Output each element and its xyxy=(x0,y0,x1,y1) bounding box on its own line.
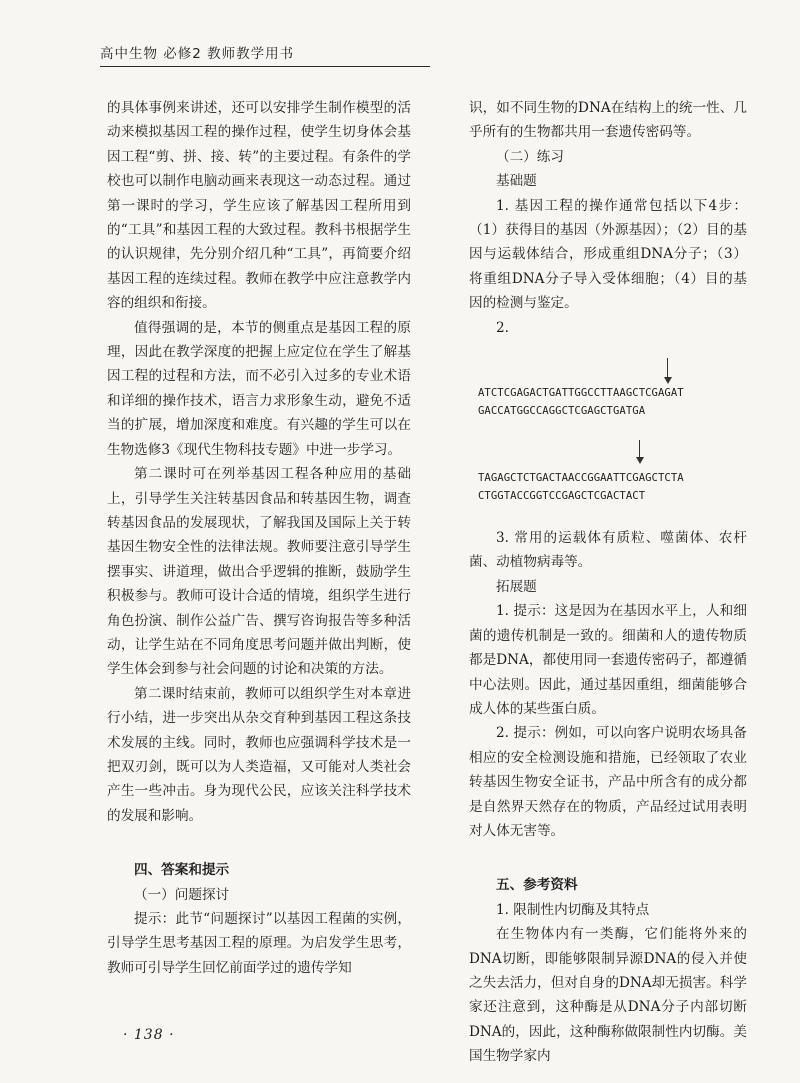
dna-sequence-line: TAGAGCTCTGACTAACCGGAATTCGAGCTCTA xyxy=(478,472,684,485)
dna-sequence-line: ATCTCGAGACTGATTGGCCTTAAGCTCGAGAT xyxy=(478,387,684,400)
answer-item: 1. 基因工程的操作通常包括以下4步：（1）获得目的基因（外源基因）；（2）目的基因与运载体结合，形成重组DNA分子；（3）将重组DNA分子导入受体细胞；（4）目的基因的检测与鉴定。 xyxy=(469,197,747,312)
cut-site-arrow xyxy=(639,440,640,458)
section-heading: 五、参考资料 xyxy=(496,877,578,894)
left-column xyxy=(107,96,411,980)
running-header: 高中生物 必修2 教师教学用书 xyxy=(100,46,295,62)
answer-item: 3. 常用的运载体有质粒、噬菌体、农杆菌、动植物病毒等。 xyxy=(469,530,747,571)
section-heading: 四、答案和提示 xyxy=(134,862,230,879)
paragraph: 值得强调的是，本节的侧重点是基因工程的原理，因此在教学深度的把握上应定位在学生了解基因工程的过程和方法，而不必引入过多的专业术语和详细的操作技术，语言力求形象生动，避免不适当的扩展，增加深度和难度。有兴趣的学生可以在生物选修3《现代生物科技专题》中进一步学习。 xyxy=(107,319,411,458)
cut-site-arrow xyxy=(667,358,668,378)
basic-questions-label: 基础题 xyxy=(496,173,537,190)
paragraph: 第二课时可在列举基因工程各种应用的基础上，引导学生关注转基因食品和转基因生物，调查转基因食品的发展现状，了解我国及国际上关于转基因生物安全性的法律法规。教师要注意引导学生摆事实、讲道理，做出合乎逻辑的推断，鼓励学生积极参与。教师可设计合适的情境，组织学生进行角色扮演、制作公益广告、撰写咨询报告等多种活动，让学生站在不同角度思考问题并做出判断，使学生体会到参与社会问题的讨论和决策的方法。 xyxy=(107,466,411,678)
reference-title: 1. 限制性内切酶及其特点 xyxy=(496,901,650,918)
sub-heading: （二）练习 xyxy=(496,148,564,165)
dna-sequence-line: CTGGTACCGGTCCGAGCTCGACTACT xyxy=(478,490,646,503)
paragraph: 的具体事例来讲述，还可以安排学生制作模型的活动来模拟基因工程的操作过程，使学生切身体会基因工程“剪、拼、接、转”的主要过程。有条件的学校也可以制作电脑动画来表现这一动态过程。通过第一课时的学习，学生应该了解基因工程所用到的“工具”和基因工程的大致过程。教科书根据学生的认识规律，先分别介绍几种“工具”，再简要介绍基因工程的连续过程。教师在教学中应注意教学内容的组织和衔接。 xyxy=(107,100,411,312)
paragraph: 在生物体内有一类酶，它们能将外来的DNA切断，即能够限制异源DNA的侵入并使之失去活力，但对自身的DNA却无损害。科学家还注意到，这种酶是从DNA分子内部切断DNA的，因此，这种酶称做限制性内切酶。美国生物学家内 xyxy=(469,926,747,1065)
page-number: · 138 · xyxy=(123,1027,175,1043)
answer-item: 1. 提示：这是因为在基因水平上，人和细菌的遗传机制是一致的。细菌和人的遗传物质都是DNA，都使用同一套遗传密码子，都遵循中心法则。因此，通过基因重组，细菌能够合成人体的某些蛋白质。 xyxy=(469,603,747,717)
extension-questions-label: 拓展题 xyxy=(496,578,537,595)
paragraph: 提示：此节“问题探讨”以基因工程菌的实例，引导学生思考基因工程的原理。为启发学生思考，教师可引导学生回忆前面学过的遗传学知 xyxy=(107,911,411,976)
right-column xyxy=(469,96,747,1069)
dna-sequence-figure xyxy=(469,340,747,526)
header-rule xyxy=(100,66,430,67)
dna-sequence-line: GACCATGGCCAGGCTCGAGCTGATGA xyxy=(478,405,646,418)
paragraph: 第二课时结束前，教师可以组织学生对本章进行小结，进一步突出从杂交育种到基因工程这条技术发展的主线。同时，教师也应强调科学技术是一把双刃剑，既可以为人类造福，又可能对人类社会产生一些冲击。身为现代公民，应该关注科学技术的发展和影响。 xyxy=(107,685,411,824)
paragraph: 识，如不同生物的DNA在结构上的统一性、几乎所有的生物都共用一套遗传密码等。 xyxy=(469,100,747,141)
sub-heading: （一）问题探讨 xyxy=(134,886,230,903)
answer-item: 2. 提示：例如，可以向客户说明农场具备相应的安全检测设施和措施，已经领取了农业转基因生物安全证书，产品中所含有的成分都是自然界天然存在的物质，产品经过试用表明对人体无害等。 xyxy=(469,725,747,839)
answer-item-label: 2. xyxy=(496,319,509,336)
